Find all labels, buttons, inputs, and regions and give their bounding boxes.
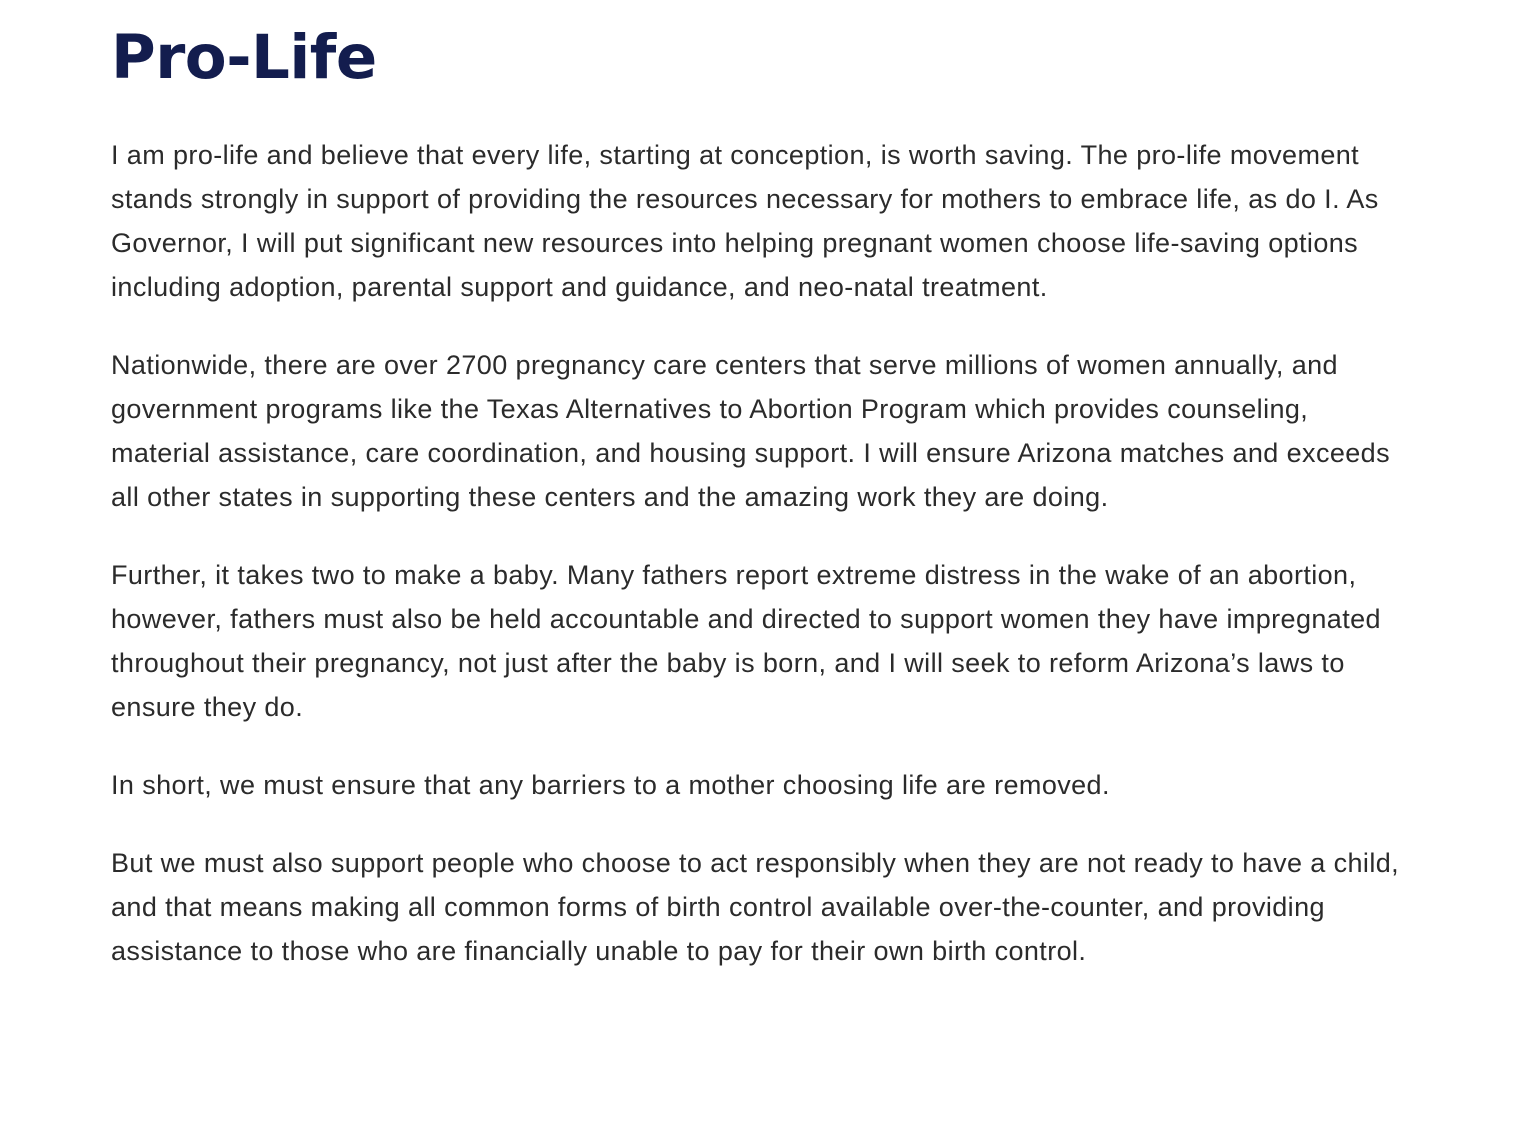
page-title: Pro-Life [111, 22, 377, 93]
article-content [111, 0, 1401, 973]
paragraph-pro-life-belief: I am pro-life and believe that every life, starting at conception, is worth saving. The pro-life movement stands strongly in support of providing the resources necessary for mothers to embrace life, as do I. As Governor, I will put significant new resources into helping pregnant women choose life-saving options including adoption, parental support and guidance, and neo-natal treatment. [111, 140, 1379, 302]
paragraph-birth-control: But we must also support people who choose to act responsibly when they are not ready to have a child, and that means making all common forms of birth control available over-the-counter, and providing assistance to those who are financially unable to pay for their own birth control. [111, 848, 1400, 966]
paragraph-pregnancy-care-centers: Nationwide, there are over 2700 pregnancy care centers that serve millions of women annually, and government programs like the Texas Alternatives to Abortion Program which provides counseling, material assistance, care coordination, and housing support. I will ensure Arizona matches and exceeds all other states in supporting these centers and the amazing work they are doing. [111, 350, 1390, 512]
paragraph-barriers-removed: In short, we must ensure that any barriers to a mother choosing life are removed. [111, 770, 1110, 800]
paragraph-fathers-accountability: Further, it takes two to make a baby. Many fathers report extreme distress in the wake of an abortion, however, fathers must also be held accountable and directed to support women they have impregnated throughout their pregnancy, not just after the baby is born, and I will seek to reform Arizona’s laws to ensure they do. [111, 560, 1381, 722]
